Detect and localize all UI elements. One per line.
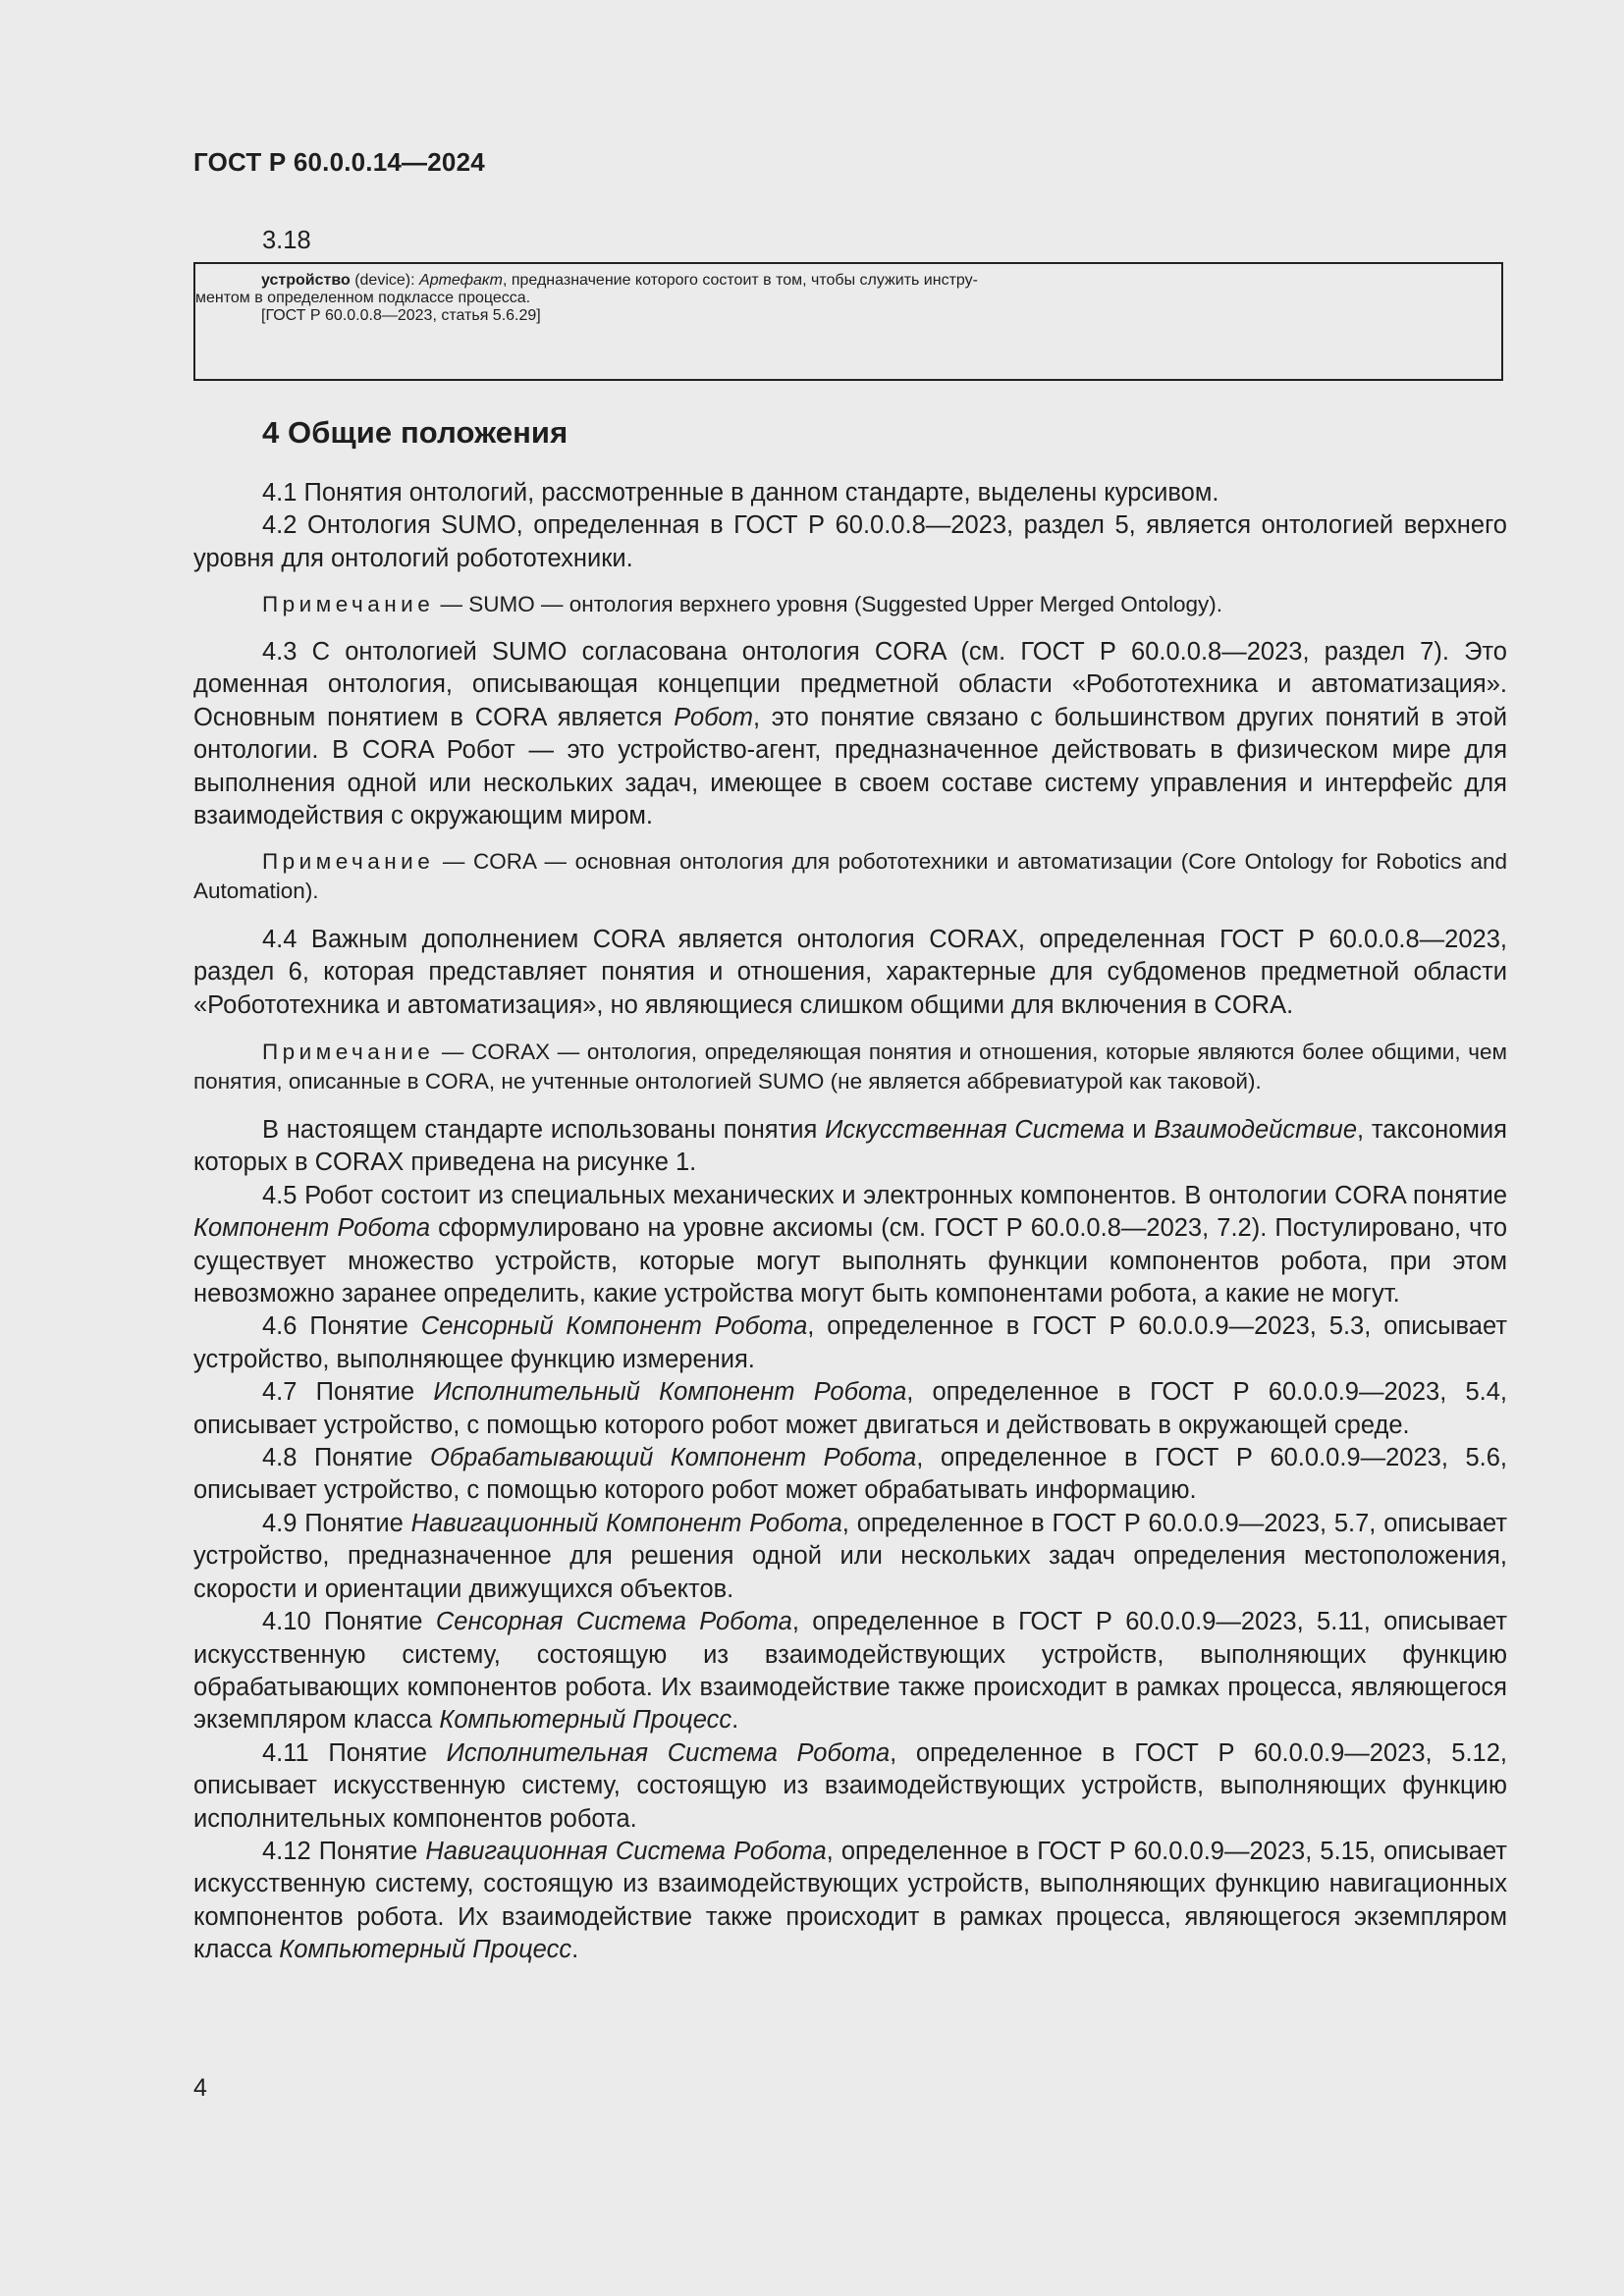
paragraph-4-4: 4.4 Важным дополнением CORA является онтология CORAX, определенная ГОСТ Р 60.0.0.8—2023, раздел 6, которая представляет понятия и отношения, характерные для субдоменов предметной области «Робототехника и автоматизация», но являющиеся слишком общими для включения в CORA. <box>193 926 1507 1019</box>
note-label: Примечание <box>262 849 435 874</box>
term-source: [ГОСТ Р 60.0.0.8—2023, статья 5.6.29] <box>261 307 541 324</box>
paragraph-4-8: 4.8 Понятие Обрабатывающий Компонент Робота, определенное в ГОСТ Р 60.0.0.9—2023, 5.6, описывает устройство, с помощью которого робот может обрабатывать информацию. <box>193 1444 1507 1505</box>
paragraph-4-5: 4.5 Робот состоит из специальных механических и электронных компонентов. В онтологии CORA понятие Компонент Робота сформулировано на уровне аксиомы (см. ГОСТ Р 60.0.0.8—2023, 7.2). Постулировано, что существует множество устройств, которые могут выполнять функции компонентов робота, при этом невозможно заранее определить, какие устройства могут быть компонентами робота, а какие не могут. <box>193 1181 1507 1308</box>
body-bottom <box>193 1114 1507 1967</box>
paragraph-4-3-block <box>193 636 1507 832</box>
note-2 <box>193 847 1507 906</box>
paragraph-4-4-block <box>193 924 1507 1022</box>
term-def-rest: , предназначение которого состоит в том, чтобы служить инстру- <box>502 272 978 289</box>
paragraph-4-11: 4.11 Понятие Исполнительная Система Робота, определенное в ГОСТ Р 60.0.0.9—2023, 5.12, описывает искусственную систему, состоящую из взаимодействующих устройств, выполняющих функцию исполнительных компонентов робота. <box>193 1738 1508 1833</box>
paragraph-4-6: 4.6 Понятие Сенсорный Компонент Робота, определенное в ГОСТ Р 60.0.0.9—2023, 5.3, описывает устройство, выполняющее функцию измерения. <box>193 1312 1508 1373</box>
paragraph-4-9: 4.9 Понятие Навигационный Компонент Робота, определенное в ГОСТ Р 60.0.0.9—2023, 5.7, описывает устройство, предназначенное для решения одной или нескольких задач определения местоположения, скорости и ориентации движущихся объектов. <box>193 1509 1507 1603</box>
note-text: — SUMO — онтология верхнего уровня (Suggested Upper Merged Ontology). <box>434 592 1223 616</box>
document-id: ГОСТ Р 60.0.0.14—2024 <box>193 147 485 177</box>
term-name: устройство <box>261 272 351 289</box>
term-definition-line2: ментом в определенном подклассе процесса. <box>195 290 531 306</box>
paragraph-4-7: 4.7 Понятие Исполнительный Компонент Робота, определенное в ГОСТ Р 60.0.0.9—2023, 5.4, описывает устройство, с помощью которого робот может двигаться и действовать в окружающей среде. <box>193 1378 1508 1439</box>
term-definition-box <box>193 262 1503 381</box>
paragraph-4-1: 4.1 Понятия онтологий, рассмотренные в данном стандарте, выделены курсивом. <box>262 479 1219 507</box>
paragraph-4-2: 4.2 Онтология SUMO, определенная в ГОСТ Р 60.0.0.8—2023, раздел 5, является онтологией верхнего уровня для онтологий робототехники. <box>193 511 1507 572</box>
note-1 <box>193 590 1507 619</box>
paragraph-4-12: 4.12 Понятие Навигационная Система Робота, определенное в ГОСТ Р 60.0.0.9—2023, 5.15, описывает искусственную систему, состоящую из взаимодействующих устройств, выполняющих функцию навигационных компонентов робота. Их взаимодействие также происходит в рамках процесса, являющегося экземпляром класса Компьютерный Процесс. <box>193 1837 1507 1964</box>
paragraph-4-3: 4.3 С онтологией SUMO согласована онтология CORA (см. ГОСТ Р 60.0.0.8—2023, раздел 7). Это доменная онтология, описывающая концепции предметной области «Робототехника и автоматизация». Основным понятием в CORA является Робот, это понятие связано с большинством других понятий в этой онтологии. В CORA Робот — это устройство-агент, предназначенное действовать в физическом мире для выполнения одной или нескольких задач, имеющее в своем составе систему управления и интерфейс для взаимодействия с окружающим миром. <box>193 638 1507 830</box>
term-name-en: (device): <box>354 272 415 289</box>
note-label: Примечание <box>262 1040 435 1064</box>
paragraph-intro: В настоящем стандарте использованы понятия Искусственная Система и Взаимодействие, таксономия которых в CORAX приведена на рисунке 1. <box>193 1116 1507 1177</box>
term-ref-word: Артефакт <box>419 272 503 289</box>
note-text: — CORAX — онтология, определяющая понятия и отношения, которые являются более общими, чем понятия, описанные в CORA, не учтенные онтологией SUMO (не является аббревиатурой как таковой). <box>193 1040 1507 1094</box>
body-top <box>193 477 1507 575</box>
note-label: Примечание <box>262 592 435 616</box>
note-text: — CORA — основная онтология для робототехники и автоматизации (Core Ontology for Robotics and Automation). <box>193 849 1507 903</box>
section-title: 4 Общие положения <box>262 415 568 450</box>
paragraph-4-10: 4.10 Понятие Сенсорная Система Робота, определенное в ГОСТ Р 60.0.0.9—2023, 5.11, описывает искусственную систему, состоящую из взаимодействующих устройств, выполняющих функцию обрабатывающих компонентов робота. Их взаимодействие также происходит в рамках процесса, являющегося экземпляром класса Компьютерный Процесс. <box>193 1608 1507 1735</box>
note-3 <box>193 1038 1507 1096</box>
term-number: 3.18 <box>262 227 311 254</box>
term-definition <box>195 272 1501 290</box>
page-number: 4 <box>193 2074 207 2102</box>
